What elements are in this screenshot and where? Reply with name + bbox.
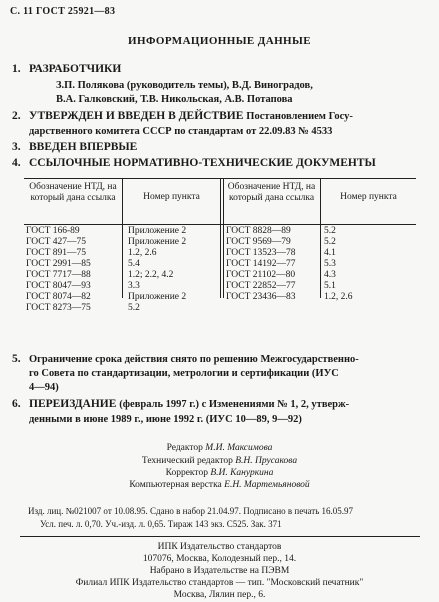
publication-line-1: Изд. лиц. №021007 от 10.08.95. Сдано в набор 21.04.97. Подписано в печать 16.05.97	[28, 506, 354, 516]
table-cell-doc: ГОСТ 14192—77	[226, 259, 296, 269]
table-cell-doc: ГОСТ 8074—82	[26, 292, 91, 302]
table-cell-item: 4.3	[324, 270, 336, 280]
footer-line-4: Филиал ИПК Издательство стандартов — тип. "Московский печатник"	[75, 578, 364, 588]
footer-line-1: ИПК Издательство стандартов	[157, 542, 282, 552]
credit-label: Компьютерная верстка	[129, 480, 222, 490]
section-number: 3.	[12, 141, 21, 153]
table-cell-doc: ГОСТ 8828—89	[226, 226, 291, 236]
section-title: ПЕРЕИЗДАНИЕ	[29, 398, 117, 410]
section-number: 5.	[12, 353, 21, 365]
table-cell-item: 1.2, 2.6	[128, 248, 157, 258]
table-cell-item: 5.1	[324, 281, 336, 291]
table-cell-item: 1.2, 2.6	[324, 292, 353, 302]
credit-name: М.И. Максимова	[205, 443, 273, 453]
section-2-text: Постановлением Госу-	[246, 111, 353, 122]
section-number: 4.	[12, 157, 21, 169]
table-cell-doc: ГОСТ 427—75	[26, 237, 86, 247]
table-cell-doc: ГОСТ 9569—79	[226, 237, 291, 247]
table-cell-item: Приложение 2	[128, 292, 187, 302]
section-5-line-1: Ограничение срока действия снято по решению Межгосударственно-	[29, 354, 359, 365]
section-title: ССЫЛОЧНЫЕ НОРМАТИВНО-ТЕХНИЧЕСКИЕ ДОКУМЕНТЫ	[29, 157, 376, 169]
column-header-doc: Обозначение НТД, на который дана ссылка	[29, 182, 117, 203]
section-5-line-3: 4—94)	[29, 382, 59, 393]
table-cell-item: Приложение 2	[128, 226, 187, 236]
table-cell-doc: ГОСТ 21102—80	[226, 270, 296, 280]
footer-line-3: Набрано в Издательстве на ПЭВМ	[149, 566, 290, 576]
table-cell-item: 4.1	[324, 248, 336, 258]
developers-line-1: З.П. Полякова (руководитель темы), В.Д. Виноградов,	[56, 80, 313, 91]
page-header: С. 11 ГОСТ 25921—83	[10, 6, 116, 17]
table-cell-item: 5.2	[128, 303, 140, 313]
table-cell-doc: ГОСТ 8047—93	[26, 281, 91, 291]
developers-line-2: В.А. Галковский, Т.В. Никольская, А.В. Потапова	[56, 94, 293, 105]
column-header-doc: Обозначение НТД, на который дана ссылка	[227, 182, 316, 203]
table-cell-doc: ГОСТ 166-89	[26, 226, 80, 236]
publication-line-2: Усл. печ. л. 0,70. Уч.-изд. л. 0,65. Тираж 143 экз. С525. Зак. 371	[40, 519, 282, 529]
credit-label: Редактор	[166, 443, 203, 453]
footer-line-2: 107076, Москва, Колодезный пер., 14.	[142, 554, 297, 564]
credit-name: Е.Н. Мартемьяновой	[224, 480, 310, 490]
table-cell-doc: ГОСТ 13523—78	[226, 248, 296, 258]
credit-name: В.И. Кануркина	[210, 468, 274, 478]
footer-rule	[20, 536, 420, 537]
reference-documents-table	[24, 178, 416, 346]
table-cell-item: Приложение 2	[128, 237, 187, 247]
section-5	[12, 353, 359, 367]
table-cell-item: 5.3	[324, 259, 336, 269]
credit-label: Корректор	[165, 468, 208, 478]
credit-tech-editor	[0, 455, 439, 468]
table-cell-doc: ГОСТ 2991—85	[26, 259, 91, 269]
section-title: ВВЕДЕН ВПЕРВЫЕ	[29, 141, 138, 153]
section-title: РАЗРАБОТЧИКИ	[29, 63, 122, 75]
table-cell-doc: ГОСТ 891—75	[26, 248, 86, 258]
table-cell-item: 5.2	[324, 237, 336, 247]
credit-corrector	[0, 467, 439, 480]
section-title: УТВЕРЖДЕН И ВВЕДЕН В ДЕЙСТВИЕ	[29, 110, 244, 122]
section-1-heading	[12, 63, 121, 75]
column-header-item: Номер пункта	[143, 192, 200, 202]
section-number: 1.	[12, 63, 21, 75]
table-cell-doc: ГОСТ 8273—75	[26, 303, 91, 313]
table-cell-item: 3.3	[128, 281, 140, 291]
credit-name: В.Н. Прусакова	[235, 456, 298, 466]
table-cell-item: 1.2; 2.2, 4.2	[128, 270, 174, 280]
credit-layout	[0, 479, 439, 492]
section-6-heading	[12, 398, 349, 412]
section-5-line-2: го Совета по стандартизации, метрологии и сертификации (ИУС	[29, 368, 339, 379]
section-3-heading	[12, 141, 137, 153]
section-number: 6.	[12, 398, 21, 410]
section-6-text: (февраль 1997 г.) с Изменениями № 1, 2, утверж-	[119, 399, 350, 410]
credit-editor	[0, 442, 439, 455]
table-cell-item: 5.4	[128, 259, 140, 269]
footer-line-5: Москва, Лялин пер., 6.	[173, 590, 266, 600]
credit-label: Технический редактор	[141, 456, 233, 466]
section-6-line-2: денными в июне 1989 г., июне 1992 г. (ИУС 10—89, 9—92)	[29, 414, 302, 425]
table-cell-item: 5.2	[324, 226, 336, 236]
page-title: ИНФОРМАЦИОННЫЕ ДАННЫЕ	[128, 35, 311, 47]
table-cell-doc: ГОСТ 23436—83	[226, 292, 296, 302]
table-cell-doc: ГОСТ 22852—77	[226, 281, 296, 291]
section-2-line-2: дарственного комитета СССР по стандартам от 22.09.83 № 4533	[29, 126, 333, 137]
table-cell-doc: ГОСТ 7717—88	[26, 270, 91, 280]
section-4-heading	[12, 157, 376, 169]
column-header-item: Номер пункта	[340, 192, 397, 202]
section-number: 2.	[12, 110, 21, 122]
section-2-heading	[12, 110, 353, 124]
